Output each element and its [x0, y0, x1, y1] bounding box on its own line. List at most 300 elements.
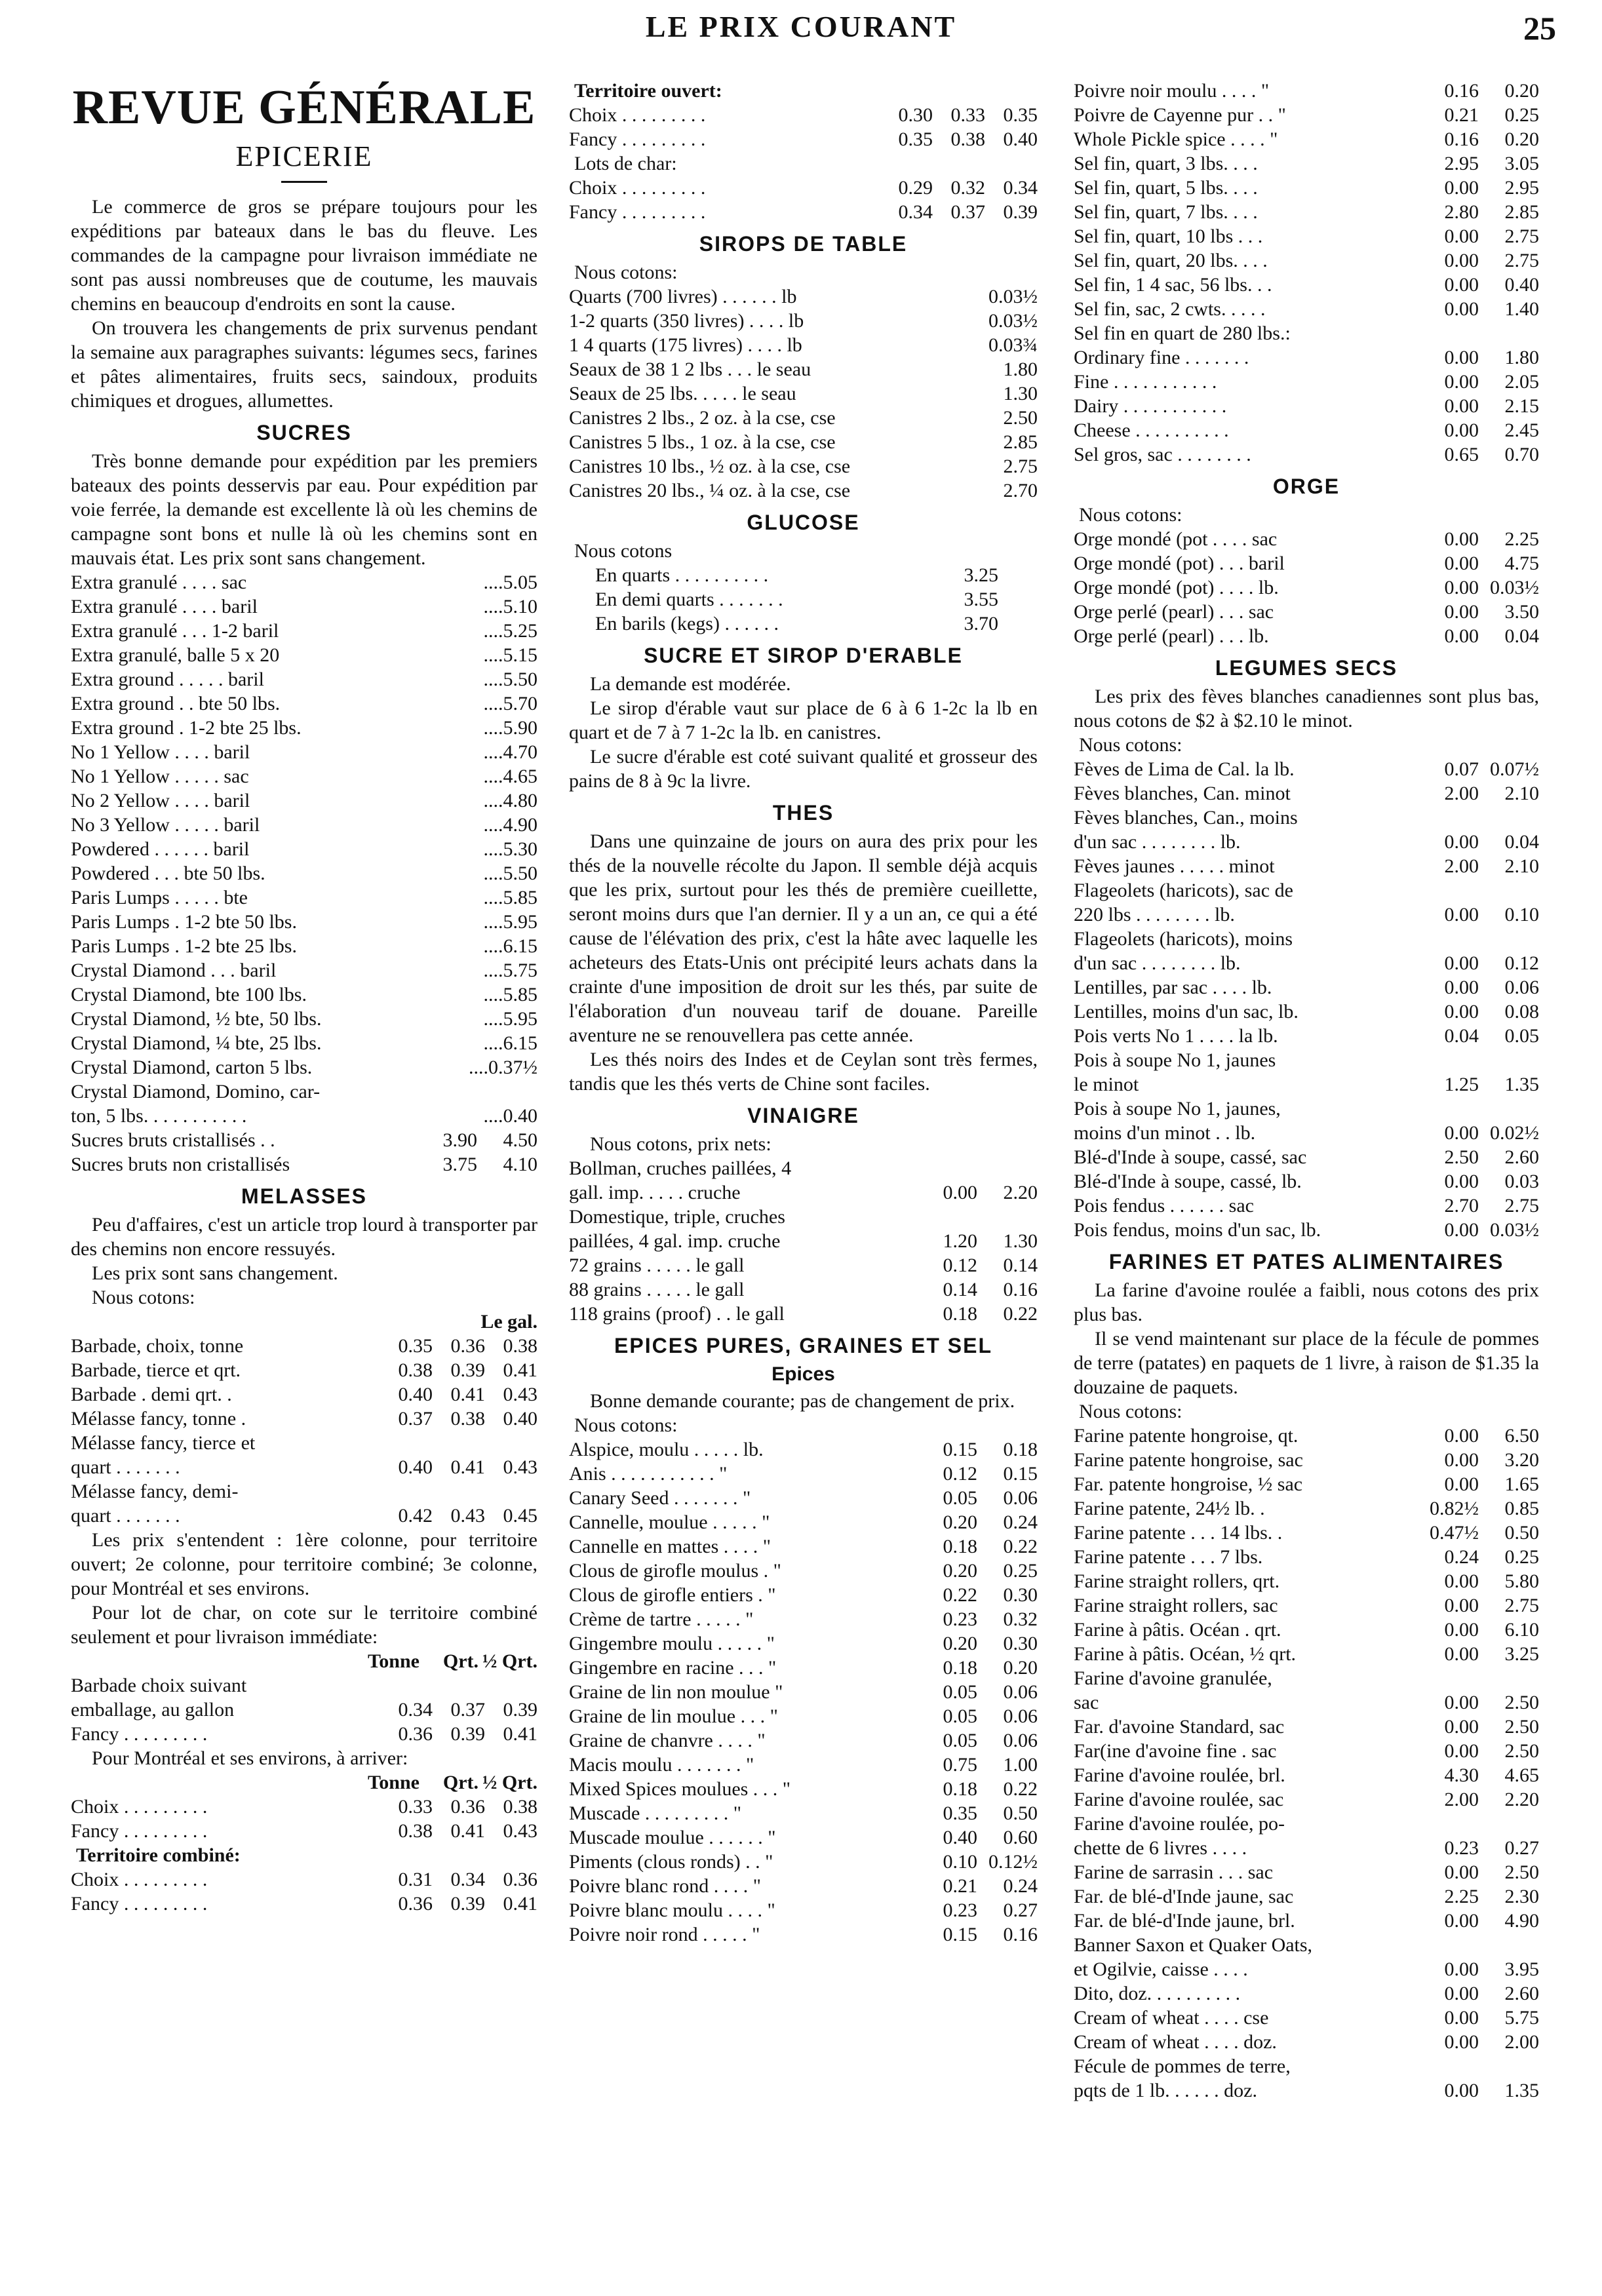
item-price	[1479, 806, 1539, 830]
item-price: 4.30	[1444, 1764, 1479, 1786]
price-row	[1074, 1812, 1539, 1836]
item-price: 0.00	[1444, 1643, 1479, 1665]
column-3	[1074, 79, 1539, 2103]
price-row	[71, 837, 537, 861]
divider	[281, 181, 327, 183]
item-name: Alspice, moulu . . . . . lb.	[569, 1439, 764, 1460]
item-name: Crystal Diamond, carton 5 lbs.	[71, 1057, 313, 1078]
item-price: 0.04	[1504, 831, 1539, 853]
price-row	[569, 1728, 1038, 1753]
item-name: chette de 6 livres . . . .	[1074, 1837, 1247, 1859]
item-price: 0.30	[1003, 1633, 1038, 1654]
item-name: Barbade, tierce et qrt.	[71, 1359, 241, 1381]
item-price: ....5.50	[483, 863, 537, 884]
item-price: 0.41	[503, 1723, 537, 1745]
item-price: ....5.95	[483, 911, 537, 933]
price-list-sucres	[71, 570, 537, 1128]
item-price: 2.70	[1444, 1195, 1479, 1216]
item-name: Crème de tartre . . . . . "	[569, 1608, 754, 1630]
heading-legumes: LEGUMES SECS	[1215, 656, 1398, 680]
item-price: ....5.70	[483, 693, 537, 714]
item-price: 0.82½	[1430, 1498, 1479, 1519]
paragraph: Pour lot de char, on cote sur le territoire combiné seulement et pour livraison immédiate:	[71, 1602, 537, 1648]
price-row	[595, 587, 998, 612]
label: Territoire ouvert:	[574, 80, 722, 102]
price-row	[1074, 321, 1539, 345]
item-price: ....5.30	[483, 838, 537, 860]
item-price: 0.06	[1504, 977, 1539, 998]
item-price: 0.41	[450, 1820, 485, 1842]
item-price: 0.00	[1444, 274, 1479, 296]
item-price: 0.23	[943, 1608, 977, 1630]
paragraph: Peu d'affaires, c'est un article trop lourd à transporter par des chemins non encore ressuyés.	[71, 1214, 537, 1260]
item-price: 0.00	[1444, 1619, 1479, 1641]
item-price: 0.00	[1444, 1692, 1479, 1713]
price-row	[71, 1382, 537, 1407]
item-price	[1479, 1666, 1539, 1690]
item-name: Mixed Spices moulues . . . "	[569, 1778, 791, 1800]
item-price	[1418, 2054, 1479, 2078]
item-price	[433, 1431, 485, 1455]
item-price	[1479, 1048, 1539, 1072]
price-row	[1074, 200, 1539, 224]
item-name: Poivre noir moulu . . . . "	[1074, 80, 1270, 102]
paragraph: Il se vend maintenant sur place de la fécule de pommes de terre (patates) en paquets de 1 livre, à raison de $1.35 la douzaine de paquets.	[1074, 1328, 1539, 1398]
item-price: 0.00	[1444, 2080, 1479, 2101]
item-name: et Ogilvie, caisse . . . .	[1074, 1958, 1248, 1980]
item-name: 72 grains . . . . . le gall	[569, 1255, 745, 1276]
item-price: 0.41	[450, 1456, 485, 1478]
item-name: Farine de sarrasin . . . sac	[1074, 1861, 1274, 1883]
price-row	[1074, 1097, 1539, 1121]
item-name: Choix . . . . . . . . .	[71, 1796, 208, 1818]
price-row	[569, 1510, 1038, 1534]
item-name: Gingembre en racine . . . "	[569, 1657, 777, 1679]
item-price: 2.85	[1504, 201, 1539, 223]
item-price: 0.15	[943, 1924, 977, 1945]
price-row	[71, 958, 537, 983]
price-row	[569, 430, 1038, 454]
item-price: 1.20	[943, 1230, 977, 1252]
price-row	[1074, 1424, 1539, 1448]
price-row	[1074, 551, 1539, 575]
item-name: Quarts (700 livres) . . . . . . lb	[569, 286, 797, 307]
item-price: 0.40	[1504, 274, 1539, 296]
item-price: 0.06	[1003, 1730, 1038, 1751]
item-name: Canistres 20 lbs., ¼ oz. à la cse, cse	[569, 480, 851, 501]
item-name: Sel fin, quart, 20 lbs. . . .	[1074, 250, 1268, 271]
price-row	[569, 1753, 1038, 1777]
item-name: Fèves jaunes . . . . . minot	[1074, 855, 1275, 877]
paragraph: Le sirop d'érable vaut sur place de 6 à 6 1-2c la lb en quart et de 7 à 7 1-2c la lb. en canistres.	[569, 697, 1038, 743]
item-price: 0.40	[398, 1384, 433, 1405]
price-row	[1074, 103, 1539, 127]
item-name: Extra ground . . bte 50 lbs.	[71, 693, 281, 714]
item-name: En demi quarts . . . . . . .	[595, 589, 783, 610]
item-price: 0.29	[898, 177, 933, 199]
item-price: 0.03½	[988, 286, 1038, 307]
item-price: 0.00	[1444, 2007, 1479, 2029]
item-price: 0.43	[503, 1456, 537, 1478]
price-list-sel	[1074, 79, 1539, 467]
item-name: Mélasse fancy, tonne .	[71, 1408, 246, 1430]
item-name: Farine patente . . . 14 lbs. .	[1074, 1522, 1283, 1544]
item-price: 0.35	[1003, 104, 1038, 126]
item-price: 0.37	[398, 1408, 433, 1430]
price-row	[1074, 1618, 1539, 1642]
item-name: No 2 Yellow . . . . baril	[71, 790, 250, 811]
item-price: ....5.50	[483, 669, 537, 690]
item-name: Sel fin, quart, 3 lbs. . . .	[1074, 153, 1258, 174]
price-row	[569, 1631, 1038, 1656]
item-price: 2.75	[1003, 456, 1038, 477]
item-price: ....5.95	[483, 1008, 537, 1030]
price-row	[71, 570, 537, 594]
item-price: 0.20	[1504, 80, 1539, 102]
item-price: 0.04	[1504, 625, 1539, 647]
price-row	[71, 1358, 537, 1382]
item-price: 2.15	[1504, 395, 1539, 417]
price-row	[569, 1607, 1038, 1631]
item-name: Muscade moulue . . . . . . "	[569, 1827, 776, 1848]
item-price: 2.45	[1504, 419, 1539, 441]
price-row	[71, 1007, 537, 1031]
item-price	[917, 1205, 977, 1229]
item-name: Barbade . demi qrt. .	[71, 1384, 232, 1405]
item-price: 0.36	[503, 1869, 537, 1890]
item-price: 2.75	[1504, 225, 1539, 247]
item-price: 0.00	[1444, 347, 1479, 368]
item-price: ....6.15	[483, 935, 537, 957]
price-row	[569, 406, 1038, 430]
item-price: 2.20	[1003, 1182, 1038, 1203]
item-name: Canistres 10 lbs., ½ oz. à la cse, cse	[569, 456, 851, 477]
item-price	[1479, 927, 1539, 951]
item-price	[1418, 878, 1479, 903]
item-price: 1.35	[1504, 1074, 1539, 1095]
item-name: Piments (clous ronds) . . "	[569, 1851, 773, 1873]
item-price: 1.25	[1444, 1074, 1479, 1095]
price-row	[71, 1152, 537, 1177]
price-row	[71, 1055, 537, 1080]
item-price: 0.40	[943, 1827, 977, 1848]
price-list-combine	[71, 1867, 537, 1916]
price-row	[71, 885, 537, 910]
price-row	[569, 1801, 1038, 1825]
paragraph: Les prix sont sans changement.	[92, 1262, 338, 1284]
item-name: En quarts . . . . . . . . . .	[595, 564, 769, 586]
price-row	[1074, 394, 1539, 418]
item-price: 0.05	[1504, 1025, 1539, 1047]
item-price: ....4.70	[483, 741, 537, 763]
price-row	[569, 381, 1038, 406]
price-row	[569, 1253, 1038, 1277]
item-price: ....4.80	[483, 790, 537, 811]
item-price: 2.95	[1504, 177, 1539, 199]
item-price: 0.00	[1444, 371, 1479, 393]
label: Nous cotons	[574, 540, 673, 562]
item-price: 0.16	[1444, 128, 1479, 150]
heading-vinaigre: VINAIGRE	[747, 1104, 859, 1127]
item-name: Poivre blanc moulu . . . . "	[569, 1899, 775, 1921]
item-name: Powdered . . . . . . baril	[71, 838, 250, 860]
item-price: 0.60	[1003, 1827, 1038, 1848]
item-name: Blé-d'Inde à soupe, cassé, sac	[1074, 1146, 1307, 1168]
price-row	[569, 1559, 1038, 1583]
item-price	[485, 1673, 537, 1698]
item-price: 0.06	[1003, 1487, 1038, 1509]
price-row	[569, 1156, 1038, 1180]
item-name: Mélasse fancy, demi-	[71, 1481, 239, 1502]
item-name: Mélasse fancy, tierce et	[71, 1432, 256, 1454]
item-name: Paris Lumps . 1-2 bte 25 lbs.	[71, 935, 297, 957]
paragraph: Nous cotons, prix nets:	[590, 1133, 772, 1155]
item-price	[485, 1431, 537, 1455]
item-price: 3.50	[1504, 601, 1539, 623]
item-name: Farine patente, 24½ lb. .	[1074, 1498, 1265, 1519]
item-price: 2.10	[1504, 855, 1539, 877]
price-row	[1074, 1981, 1539, 2006]
price-row	[569, 1898, 1038, 1922]
item-price: 1.30	[1003, 383, 1038, 404]
item-price: 0.32	[1003, 1608, 1038, 1630]
price-row	[1074, 1145, 1539, 1169]
item-price: 2.75	[1504, 1195, 1539, 1216]
item-price: 1.40	[1504, 298, 1539, 320]
item-name: Sel fin, quart, 10 lbs . . .	[1074, 225, 1263, 247]
paragraph: Les prix s'entendent : 1ère colonne, pour territoire ouvert; 2e colonne, pour territoire combiné; 3e colonne, pour Montréal et ses environs.	[71, 1529, 537, 1599]
item-price: 0.31	[398, 1869, 433, 1890]
paragraph: Pour Montréal et ses environs, à arriver:	[92, 1747, 408, 1769]
item-name: Farine d'avoine roulée, sac	[1074, 1789, 1284, 1810]
item-price: ....5.05	[483, 572, 537, 593]
item-price: 0.41	[503, 1893, 537, 1915]
item-price: 5.80	[1504, 1570, 1539, 1592]
price-row	[71, 1795, 537, 1819]
label: Nous cotons:	[1079, 734, 1182, 756]
item-name: 220 lbs . . . . . . . . lb.	[1074, 904, 1235, 925]
paragraph: La farine d'avoine roulée a faibli, nous cotons des prix plus bas.	[1074, 1279, 1539, 1325]
price-row	[71, 667, 537, 691]
price-row	[71, 813, 537, 837]
item-price: 0.00	[1444, 904, 1479, 925]
item-name: Pois verts No 1 . . . . la lb.	[1074, 1025, 1278, 1047]
item-price: 0.06	[1003, 1705, 1038, 1727]
item-name: Fèves blanches, Can., moins	[1074, 807, 1298, 828]
price-row	[569, 1922, 1038, 1947]
item-price: 0.38	[398, 1820, 433, 1842]
heading-sucres: SUCRES	[256, 421, 352, 444]
item-price: 0.43	[503, 1820, 537, 1842]
price-row	[1074, 1024, 1539, 1048]
label: Nous cotons:	[1079, 504, 1182, 526]
item-price: 0.00	[1444, 1910, 1479, 1932]
price-row	[71, 1431, 537, 1455]
item-name: Flageolets (haricots), moins	[1074, 928, 1293, 950]
item-price: 2.50	[1504, 1716, 1539, 1738]
price-row	[71, 1698, 537, 1722]
item-name: Muscade . . . . . . . . . "	[569, 1802, 742, 1824]
item-price: 3.75	[442, 1154, 477, 1175]
price-row	[569, 103, 1038, 127]
item-name: Fancy . . . . . . . . .	[71, 1893, 208, 1915]
item-price: 0.38	[950, 128, 985, 150]
item-price: 0.00	[943, 1182, 977, 1203]
item-price: 0.20	[1504, 128, 1539, 150]
item-name: Cannelle en mattes . . . . "	[569, 1536, 771, 1557]
price-row	[1074, 1860, 1539, 1884]
price-row	[71, 1455, 537, 1479]
price-row	[1074, 1593, 1539, 1618]
price-row	[1074, 151, 1539, 176]
item-price: 0.16	[1444, 80, 1479, 102]
item-price: 0.38	[503, 1796, 537, 1818]
item-name: Graine de chanvre . . . . "	[569, 1730, 766, 1751]
item-price: 2.50	[1003, 407, 1038, 429]
price-row	[1074, 418, 1539, 442]
item-price	[485, 1479, 537, 1504]
item-price: ....5.85	[483, 984, 537, 1005]
item-price: 3.05	[1504, 153, 1539, 174]
price-row	[1074, 442, 1539, 467]
item-price: 0.35	[398, 1335, 433, 1357]
item-price: 0.42	[398, 1505, 433, 1527]
item-name: emballage, au gallon	[71, 1699, 235, 1721]
item-price: 0.30	[1003, 1584, 1038, 1606]
item-name: d'un sac . . . . . . . . lb.	[1074, 831, 1241, 853]
item-price: 0.00	[1444, 1983, 1479, 2004]
price-row	[1074, 1048, 1539, 1072]
item-price: 0.45	[503, 1505, 537, 1527]
column-header	[71, 1649, 537, 1673]
price-row	[1074, 1690, 1539, 1715]
price-row	[1074, 127, 1539, 151]
item-price: 0.00	[1444, 419, 1479, 441]
label: Nous cotons:	[92, 1287, 195, 1308]
item-price: 0.23	[1444, 1837, 1479, 1859]
label: Territoire combiné:	[76, 1844, 241, 1866]
item-price: 0.39	[450, 1359, 485, 1381]
item-name: Crystal Diamond, ¼ bte, 25 lbs.	[71, 1032, 322, 1054]
item-name: Graine de lin moulue . . . "	[569, 1705, 778, 1727]
price-row	[71, 691, 537, 716]
item-name: Poivre de Cayenne pur . . "	[1074, 104, 1286, 126]
price-row	[569, 1277, 1038, 1302]
section-subtitle: EPICERIE	[235, 140, 373, 172]
price-row	[1074, 1933, 1539, 1957]
price-row	[1074, 878, 1539, 903]
column-header-le-gal: Le gal.	[480, 1311, 537, 1333]
item-price: 0.07	[1444, 758, 1479, 780]
item-price: 3.95	[1504, 1958, 1539, 1980]
item-price: 0.22	[1003, 1778, 1038, 1800]
item-name: Far(ine d'avoine fine . sac	[1074, 1740, 1277, 1762]
item-price: 1.80	[1003, 359, 1038, 380]
item-name: moins d'un minot . . lb.	[1074, 1122, 1256, 1144]
price-row	[1074, 273, 1539, 297]
item-price: 0.35	[898, 128, 933, 150]
item-price: 0.05	[943, 1730, 977, 1751]
item-name: Farine patente . . . 7 lbs.	[1074, 1546, 1263, 1568]
item-name: Farine d'avoine roulée, brl.	[1074, 1764, 1285, 1786]
item-price	[433, 1673, 485, 1698]
item-price: 2.70	[1003, 480, 1038, 501]
heading-orge: ORGE	[1272, 475, 1340, 498]
item-price: 2.80	[1444, 201, 1479, 223]
price-row	[1074, 951, 1539, 975]
item-name: Fancy . . . . . . . . .	[569, 201, 706, 223]
item-price: 2.00	[1444, 783, 1479, 804]
item-price	[456, 1080, 537, 1104]
item-price: ....5.15	[483, 644, 537, 666]
price-row	[569, 1437, 1038, 1462]
price-row	[71, 1479, 537, 1504]
item-price: 2.85	[1003, 431, 1038, 453]
item-price: 0.70	[1504, 444, 1539, 465]
item-name: Cream of wheat . . . . doz.	[1074, 2031, 1277, 2053]
price-row	[569, 1180, 1038, 1205]
item-price: 0.00	[1444, 1122, 1479, 1144]
item-price: 0.23	[943, 1899, 977, 1921]
item-price: 0.00	[1444, 528, 1479, 550]
price-row	[1074, 79, 1539, 103]
item-price: 0.00	[1444, 1219, 1479, 1241]
price-row	[1074, 1909, 1539, 1933]
column-2	[569, 79, 1038, 1947]
item-price: 2.30	[1504, 1886, 1539, 1907]
item-name: quart . . . . . . .	[71, 1505, 180, 1527]
item-price: 0.03¾	[988, 334, 1038, 356]
item-price: 4.75	[1504, 553, 1539, 574]
item-price: 0.36	[398, 1723, 433, 1745]
price-row	[71, 1334, 537, 1358]
item-price: 6.50	[1504, 1425, 1539, 1447]
price-row	[569, 1850, 1038, 1874]
item-price	[1479, 321, 1539, 345]
item-price: 0.00	[1444, 977, 1479, 998]
price-row	[1074, 1545, 1539, 1569]
price-row	[569, 1656, 1038, 1680]
price-row	[569, 1229, 1038, 1253]
heading-epices: EPICES PURES, GRAINES ET SEL	[614, 1334, 992, 1357]
item-price: 0.00	[1444, 553, 1479, 574]
item-price: 3.70	[964, 613, 998, 634]
item-name: 1-2 quarts (350 livres) . . . . lb	[569, 310, 804, 332]
item-name: Macis moulu . . . . . . . "	[569, 1754, 754, 1776]
price-row	[1074, 527, 1539, 551]
item-name: Crystal Diamond . . . baril	[71, 960, 277, 981]
item-price: 0.25	[1003, 1560, 1038, 1582]
item-price: ....0.37½	[469, 1057, 537, 1078]
item-price: 4.65	[1504, 1764, 1539, 1786]
item-name: d'un sac . . . . . . . . lb.	[1074, 952, 1241, 974]
item-price: 0.40	[1003, 128, 1038, 150]
item-name: Choix . . . . . . . . .	[71, 1869, 208, 1890]
price-row	[1074, 248, 1539, 273]
header-tonne: Tonne	[368, 1772, 420, 1793]
page-header-title: LE PRIX COURANT	[645, 10, 957, 43]
item-price	[1479, 1933, 1539, 1957]
price-row	[1074, 1000, 1539, 1024]
item-price: 0.20	[943, 1511, 977, 1533]
item-price: 0.00	[1444, 1740, 1479, 1762]
item-name: Sucres bruts non cristallisés	[71, 1154, 290, 1175]
item-price: 0.43	[450, 1505, 485, 1527]
price-row	[569, 309, 1038, 333]
item-name: Farine straight rollers, qrt.	[1074, 1570, 1280, 1592]
heading-melasses: MELASSES	[241, 1184, 368, 1208]
item-price: 0.00	[1444, 1449, 1479, 1471]
